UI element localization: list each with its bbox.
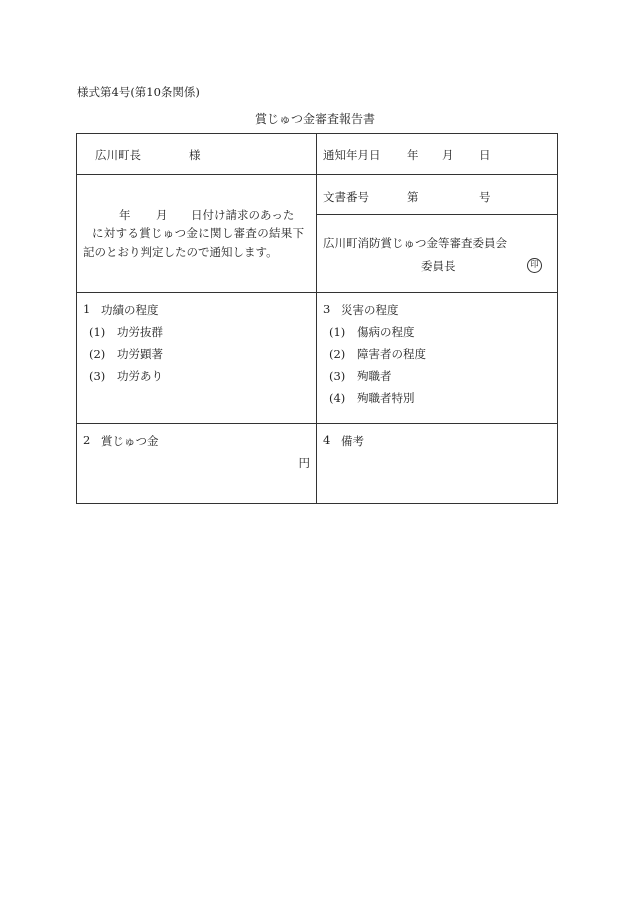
merit-heading-number: 1 [83,302,91,316]
merit-cell [77,293,317,424]
remarks-heading: 備考 [341,434,364,448]
merit-item-number: (1) [89,325,106,339]
disaster-cell [317,293,558,424]
merit-item-label: 功労抜群 [117,325,163,339]
disaster-item-number: (1) [329,325,346,339]
merit-item-number: (2) [89,347,106,361]
notice-date-year: 年 [407,148,419,162]
seal-mark: 印 [527,258,542,273]
disaster-item-number: (3) [329,369,346,383]
request-text-cell [77,175,317,293]
notice-date-month: 月 [442,148,454,162]
form-number: 様式第4号(第10条関係) [77,85,200,99]
notice-date-label: 通知年月日 [323,148,381,162]
committee-chair: 委員長 [421,259,456,273]
committee-name: 広川町消防賞じゅつ金等審査委員会 [323,236,507,250]
award-heading-number: 2 [83,433,91,447]
remarks-cell [317,424,558,504]
addressee-honorific: 様 [189,148,201,162]
disaster-item-label: 殉職者 [357,369,392,383]
request-month: 月 [156,208,168,222]
request-line1: 日付け請求のあった [191,208,295,222]
remarks-heading-number: 4 [323,433,331,447]
disaster-item [329,346,426,362]
addressee-cell [77,134,317,175]
notice-date-cell [317,134,558,175]
disaster-item-number: (2) [329,347,346,361]
merit-item-label: 功労顕著 [117,347,163,361]
merit-item-number: (3) [89,369,106,383]
disaster-item-label: 傷病の程度 [357,325,415,339]
disaster-item-number: (4) [329,391,346,405]
disaster-item-label: 殉職者特別 [357,391,415,405]
request-line3: 記のとおり判定したので通知します。 [83,245,278,259]
award-heading: 賞じゅつ金 [101,434,159,448]
notice-date-day: 日 [479,148,491,162]
request-line2: に対する賞じゅつ金に関し審査の結果下 [92,226,305,240]
document-number-prefix: 第 [407,190,419,204]
document-number-cell [317,175,558,215]
report-form-table [76,133,558,504]
request-year: 年 [119,208,131,222]
disaster-heading-number: 3 [323,302,331,316]
committee-cell [317,215,558,293]
addressee-name: 広川町長 [95,148,141,162]
merit-heading: 功績の程度 [101,303,159,317]
disaster-item [329,368,392,384]
award-unit: 円 [298,456,310,470]
document-number-label: 文書番号 [323,190,369,204]
award-cell [77,424,317,504]
merit-item [89,368,163,384]
merit-item [89,346,163,362]
disaster-heading: 災害の程度 [341,303,399,317]
disaster-item [329,390,415,406]
disaster-item-label: 障害者の程度 [357,347,426,361]
document-title: 賞じゅつ金審査報告書 [254,112,375,126]
merit-item [89,324,163,340]
disaster-item [329,324,415,340]
document-number-suffix: 号 [479,190,491,204]
merit-item-label: 功労あり [117,369,163,383]
